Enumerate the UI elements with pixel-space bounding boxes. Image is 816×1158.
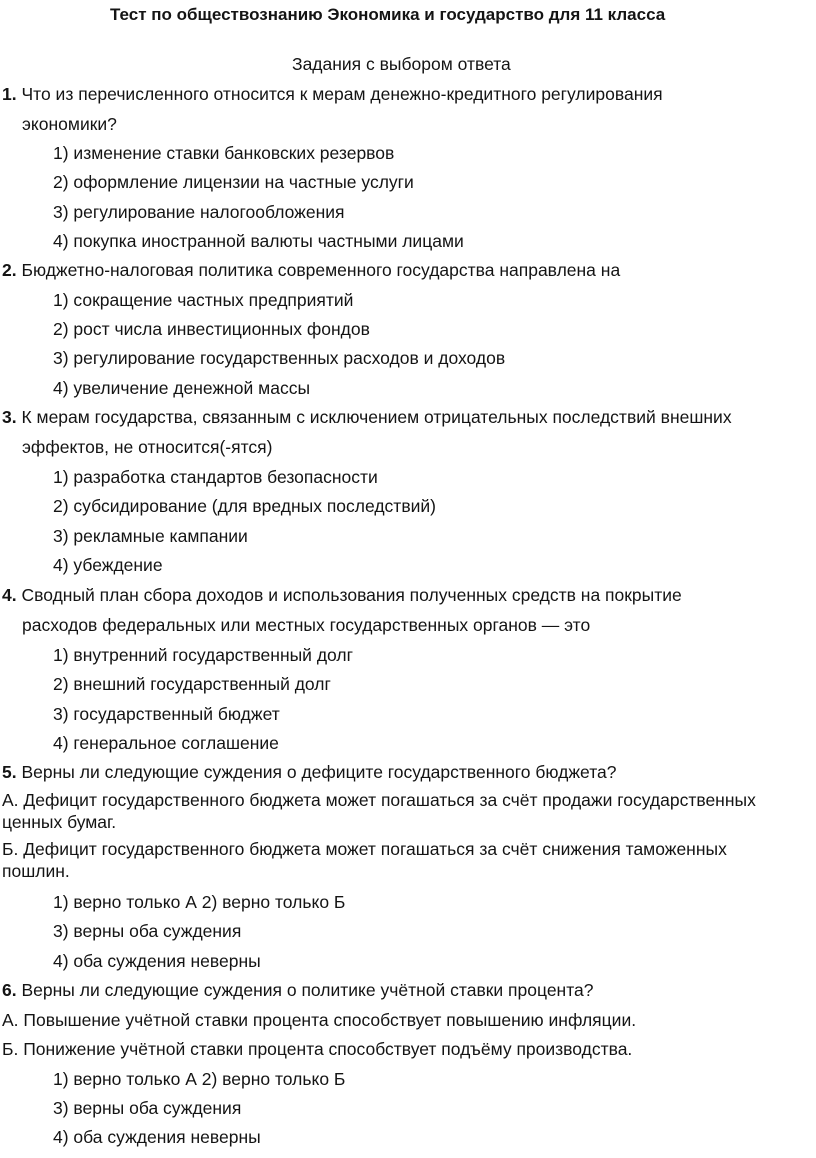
question-text-cont: эффектов, не относится(-ятся) bbox=[22, 437, 273, 457]
question-text: Что из перечисленного относится к мерам денежно-кредитного регулирования bbox=[21, 84, 663, 104]
answer-option: 3) регулирование налогообложения bbox=[53, 202, 345, 222]
question-text: Сводный план сбора доходов и использования полученных средств на покрытие bbox=[21, 585, 682, 605]
answer-option: 4) покупка иностранной валюты частными лицами bbox=[53, 231, 464, 251]
answer-option: 2) оформление лицензии на частные услуги bbox=[53, 172, 414, 192]
answer-option: 2) внешний государственный долг bbox=[53, 674, 331, 694]
answer-option: 4) убеждение bbox=[53, 555, 163, 575]
answer-option: 4) оба суждения неверны bbox=[53, 951, 261, 971]
answer-option: 4) увеличение денежной массы bbox=[53, 378, 311, 398]
question-text: Верны ли следующие суждения о дефиците государственного бюджета? bbox=[21, 762, 617, 782]
statement-a-cont: ценных бумаг. bbox=[2, 812, 117, 832]
question-6 bbox=[2, 979, 594, 1001]
answer-option: 4) оба суждения неверны bbox=[53, 1127, 261, 1147]
question-number: 4. bbox=[2, 585, 17, 605]
question-text: К мерам государства, связанным с исключением отрицательных последствий внешних bbox=[21, 407, 732, 427]
answer-option: 1) верно только А 2) верно только Б bbox=[53, 892, 346, 912]
statement-a: А. Повышение учётной ставки процента способствует повышению инфляции. bbox=[2, 1010, 637, 1030]
question-text: Верны ли следующие суждения о политике учётной ставки процента? bbox=[21, 980, 594, 1000]
answer-option: 3) регулирование государственных расходов и доходов bbox=[53, 348, 506, 368]
answer-option: 4) генеральное соглашение bbox=[53, 733, 279, 753]
question-number: 1. bbox=[2, 84, 17, 104]
question-number: 3. bbox=[2, 407, 17, 427]
question-4 bbox=[2, 584, 682, 606]
statement-b: Б. Понижение учётной ставки процента способствует подъёму производства. bbox=[2, 1039, 633, 1059]
answer-option: 2) субсидирование (для вредных последствий) bbox=[53, 496, 436, 516]
question-3 bbox=[2, 406, 732, 428]
answer-option: 3) рекламные кампании bbox=[53, 526, 248, 546]
question-number: 2. bbox=[2, 260, 17, 280]
question-text: Бюджетно-налоговая политика современного государства направлена на bbox=[21, 260, 621, 280]
answer-option: 1) разработка стандартов безопасности bbox=[53, 467, 378, 487]
question-text-cont: расходов федеральных или местных государственных органов — это bbox=[22, 615, 591, 635]
answer-option: 1) внутренний государственный долг bbox=[53, 645, 353, 665]
question-number: 6. bbox=[2, 980, 17, 1000]
answer-option: 1) сокращение частных предприятий bbox=[53, 290, 354, 310]
section-subtitle: Задания с выбором ответа bbox=[292, 54, 511, 74]
question-number: 5. bbox=[2, 762, 17, 782]
answer-option: 3) верны оба суждения bbox=[53, 921, 242, 941]
answer-option: 2) рост числа инвестиционных фондов bbox=[53, 319, 370, 339]
answer-option: 1) изменение ставки банковских резервов bbox=[53, 143, 395, 163]
statement-b: Б. Дефицит государственного бюджета может погашаться за счёт снижения таможенных bbox=[2, 839, 727, 859]
question-5 bbox=[2, 761, 616, 783]
question-text-cont: экономики? bbox=[22, 114, 117, 134]
statement-a: А. Дефицит государственного бюджета может погашаться за счёт продажи государственных bbox=[2, 790, 756, 810]
answer-option: 3) государственный бюджет bbox=[53, 704, 280, 724]
statement-b-cont: пошлин. bbox=[2, 861, 70, 881]
answer-option: 1) верно только А 2) верно только Б bbox=[53, 1069, 346, 1089]
document-title: Тест по обществознанию Экономика и государство для 11 класса bbox=[110, 5, 666, 24]
answer-option: 3) верны оба суждения bbox=[53, 1098, 242, 1118]
question-2 bbox=[2, 259, 620, 281]
question-1 bbox=[2, 83, 663, 105]
